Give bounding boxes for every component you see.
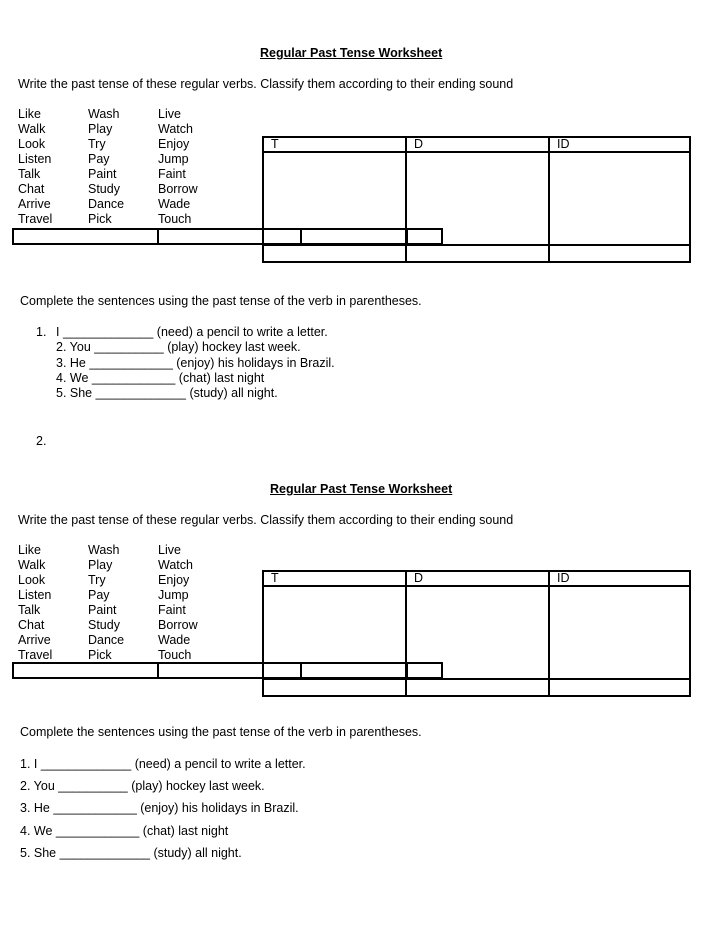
blank-strip-1 xyxy=(12,228,443,245)
instructions-1: Write the past tense of these regular verbs. Classify them according to their ending sound xyxy=(18,77,514,91)
verb: Wash xyxy=(88,543,120,557)
verb: Touch xyxy=(158,212,192,226)
verb: Pay xyxy=(88,588,110,602)
verb: Borrow xyxy=(158,618,198,632)
list-number: 2. xyxy=(36,434,47,448)
verb-column-2b xyxy=(88,543,124,663)
verb: Study xyxy=(88,182,120,196)
verb: Chat xyxy=(18,618,45,632)
verb: Paint xyxy=(88,167,117,181)
verb: Pick xyxy=(88,648,112,662)
verb: Live xyxy=(158,543,181,557)
verb: Look xyxy=(18,137,46,151)
header-d: D xyxy=(406,137,549,152)
verb: Faint xyxy=(158,603,186,617)
sentence: 3. He ____________ (enjoy) his holidays in Brazil. xyxy=(20,801,299,816)
worksheet-title-1: Regular Past Tense Worksheet xyxy=(260,46,443,60)
blank-cell[interactable] xyxy=(407,663,442,678)
verb: Travel xyxy=(18,212,53,226)
blank-cell[interactable] xyxy=(158,663,301,678)
verb: Pay xyxy=(88,152,110,166)
verb: Walk xyxy=(18,558,46,572)
verb: Dance xyxy=(88,633,125,647)
verb: Travel xyxy=(18,648,53,662)
answer-cell[interactable] xyxy=(406,245,549,262)
verb: Study xyxy=(88,618,120,632)
verb: Enjoy xyxy=(158,573,190,587)
verb-column-2a xyxy=(18,543,52,663)
verb: Jump xyxy=(158,588,189,602)
verb: Listen xyxy=(18,588,52,602)
worksheet-title-2: Regular Past Tense Worksheet xyxy=(270,482,453,496)
blank-cell[interactable] xyxy=(301,229,407,244)
header-t: T xyxy=(263,571,406,586)
verb: Play xyxy=(88,122,113,136)
verb: Try xyxy=(88,573,106,587)
answer-cell[interactable] xyxy=(549,245,690,262)
verb: Borrow xyxy=(158,182,198,196)
verb: Pick xyxy=(88,212,112,226)
verb: Like xyxy=(18,543,41,557)
header-id: ID xyxy=(549,571,690,586)
sentence: 4. We ____________ (chat) last night xyxy=(56,370,265,385)
sentence: 1. I _____________ (need) a pencil to write a letter. xyxy=(20,757,306,771)
verb: Dance xyxy=(88,197,125,211)
verb: Watch xyxy=(158,558,193,572)
verb: Look xyxy=(18,573,46,587)
verb-column-1c xyxy=(158,107,198,227)
sentence: 5. She _____________ (study) all night. xyxy=(20,845,242,860)
verb: Wade xyxy=(158,197,191,211)
blank-strip-2 xyxy=(12,662,443,679)
header-id: ID xyxy=(549,137,690,152)
blank-cell[interactable] xyxy=(301,663,407,678)
sentence: 3. He ____________ (enjoy) his holidays in Brazil. xyxy=(56,355,335,370)
verb: Touch xyxy=(158,648,192,662)
verb: Arrive xyxy=(18,633,51,647)
verb: Watch xyxy=(158,122,193,136)
answer-cell[interactable] xyxy=(263,679,406,696)
verb: Jump xyxy=(158,152,189,166)
answer-cell[interactable] xyxy=(406,679,549,696)
verb: Faint xyxy=(158,167,186,181)
blank-cell[interactable] xyxy=(158,229,301,244)
verb: Like xyxy=(18,107,41,121)
list-number: 1. xyxy=(36,325,47,339)
instructions-2: Write the past tense of these regular verbs. Classify them according to their ending sound xyxy=(18,513,514,527)
verb: Walk xyxy=(18,122,46,136)
complete-instruction-2: Complete the sentences using the past tense of the verb in parentheses. xyxy=(20,725,422,739)
verb: Wade xyxy=(158,633,191,647)
blank-cell[interactable] xyxy=(13,229,158,244)
blank-cell[interactable] xyxy=(13,663,158,678)
verb-column-1a xyxy=(18,107,52,227)
complete-instruction-1: Complete the sentences using the past tense of the verb in parentheses. xyxy=(20,294,422,308)
blank-cell[interactable] xyxy=(407,229,442,244)
verb: Talk xyxy=(18,167,41,181)
verb-column-1b xyxy=(88,107,124,227)
verb: Listen xyxy=(18,152,52,166)
verb: Try xyxy=(88,137,106,151)
answer-cell-id[interactable] xyxy=(549,586,690,679)
verb: Enjoy xyxy=(158,137,190,151)
answer-cell[interactable] xyxy=(549,679,690,696)
answer-cell-id[interactable] xyxy=(549,152,690,245)
sentence: I _____________ (need) a pencil to write a letter. xyxy=(56,325,328,339)
header-d: D xyxy=(406,571,549,586)
sentence: 4. We ____________ (chat) last night xyxy=(20,823,229,838)
verb: Paint xyxy=(88,603,117,617)
sentence: 5. She _____________ (study) all night. xyxy=(56,386,278,401)
verb: Arrive xyxy=(18,197,51,211)
sentence-list-1 xyxy=(56,325,335,401)
verb: Chat xyxy=(18,182,45,196)
sentence: 2. You __________ (play) hockey last week. xyxy=(20,779,265,794)
sentence-list-2 xyxy=(20,757,306,868)
answer-cell[interactable] xyxy=(263,245,406,262)
verb: Talk xyxy=(18,603,41,617)
sentence: 2. You __________ (play) hockey last week. xyxy=(56,340,301,355)
verb: Live xyxy=(158,107,181,121)
header-t: T xyxy=(263,137,406,152)
verb: Wash xyxy=(88,107,120,121)
verb-column-2c xyxy=(158,543,198,663)
verb: Play xyxy=(88,558,113,572)
